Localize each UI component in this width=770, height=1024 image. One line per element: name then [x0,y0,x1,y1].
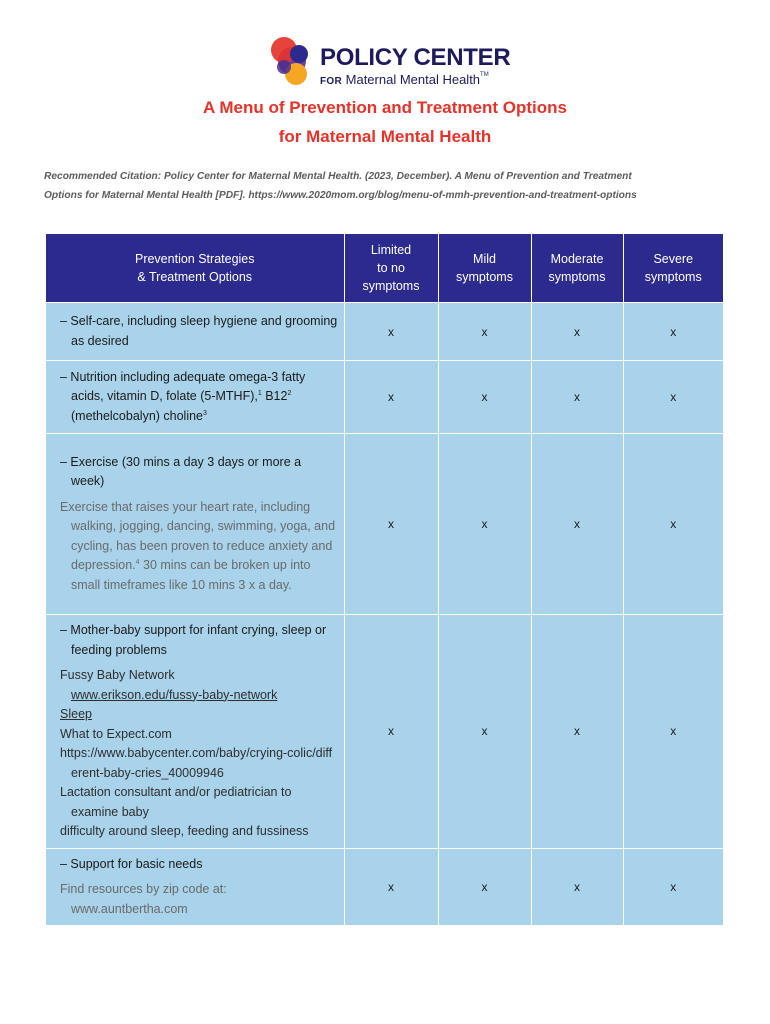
mark-cell [531,434,623,615]
option-text [60,368,338,427]
option-detail [60,498,338,596]
mark-cell [623,361,723,434]
option-text: – Mother-baby support for infant crying, sleep or feeding problems [60,623,327,657]
header-limited-line-3: symptoms [362,279,420,293]
footnote-1: 1 [257,390,262,398]
recommended-citation [44,167,734,205]
table-header-row [46,234,723,303]
table-row [46,361,723,434]
header-options-line-2: & Treatment Options [137,270,253,284]
check-mark: x [481,390,488,404]
mark-cell [531,848,623,925]
option-self-care [46,303,344,361]
mark-cell [344,361,438,434]
header-severe-line-1: Severe [653,252,694,266]
check-mark: x [388,324,394,339]
check-mark: x [481,324,488,339]
mark-cell [344,434,438,615]
option-exercise [46,434,344,615]
nutrition-text-a: – Nutrition including adequate omega-3 fatty acids, vitamin D, folate (5-MTHF), [60,369,306,404]
footnote-3: 3 [203,409,207,417]
difficulty-note: difficulty around sleep, feeding and fussiness [60,824,309,838]
table-row [46,303,723,361]
exercise-detail-b: 30 mins can be broken up into small timeframes like 10 mins 3 x a day. [71,558,311,592]
what-to-expect: What to Expect.com [60,726,172,741]
nutrition-text-b: B12 [261,389,288,404]
check-mark: x [670,517,677,531]
header-severe [623,234,723,303]
check-mark: x [388,879,394,894]
mark-cell [438,848,531,925]
header-limited-line-1: Limited [370,243,412,257]
footnote-2: 2 [287,390,292,398]
check-mark: x [388,517,394,531]
header-limited [344,234,438,303]
check-mark: x [670,390,677,404]
check-mark: x [574,517,580,531]
option-mother-baby-support [46,615,344,849]
logo-trademark: TM [480,72,489,78]
mark-cell [344,848,438,925]
check-mark: x [670,879,677,894]
header-mild [438,234,531,303]
logo-for: FOR [320,76,343,87]
mark-cell [531,615,623,849]
check-mark: x [574,879,580,894]
nutrition-text-c: (methelcobalyn) choline [71,408,204,423]
header-options-line-1: Prevention Strategies [134,252,255,266]
page-title-line-2: for Maternal Mental Health [278,127,492,146]
citation-line-1: Recommended Citation: Policy Center for Maternal Mental Health. (2023, December). A Menu of Prevention and Treatment [44,171,632,182]
header-mild-line-1: Mild [473,252,496,266]
option-text: – Self-care, including sleep hygiene and grooming as desired [60,314,338,348]
page-title-line-1: A Menu of Prevention and Treatment Options [203,98,567,117]
check-mark: x [574,390,580,404]
option-text: – Exercise (30 mins a day 3 days or more a week) [60,454,302,489]
logo-subtitle-text: Maternal Mental Health [345,72,481,87]
header-mild-line-2: symptoms [456,270,513,284]
mark-cell [438,303,531,361]
header-options [46,234,344,303]
header-limited-line-2: to no [377,261,405,275]
mark-cell [623,303,723,361]
footnote-4: 4 [135,559,140,567]
exercise-detail-a: Exercise that raises your heart rate, including walking, jogging, dancing, swimming, yoga, and cycling, has been proven to reduce anxiety and depression. [60,499,336,573]
check-mark: x [388,390,394,404]
header-severe-line-2: symptoms [644,270,702,284]
option-detail: Find resources by zip code at: www.auntbertha.com [60,882,227,916]
mark-cell [438,434,531,615]
fussy-baby-network: Fussy Baby Network [60,668,175,682]
mark-cell [623,434,723,615]
mark-cell [344,615,438,849]
check-mark: x [574,724,580,739]
mark-cell [623,615,723,849]
babycenter-link[interactable]: https://www.babycenter.com/baby/crying-colic/different-baby-cries_40009946 [60,746,333,780]
table-row [46,434,723,615]
header-moderate-line-1: Moderate [550,252,604,266]
mark-cell [531,361,623,434]
logo-subtitle [320,72,489,87]
check-mark: x [481,724,488,739]
citation-line-2: Options for Maternal Mental Health [PDF]. https://www.2020mom.org/blog/menu-of-mmh-prevention-and-treatment-options [44,190,637,201]
check-mark: x [574,324,580,339]
check-mark: x [481,517,488,531]
mark-cell [438,615,531,849]
fussy-baby-link[interactable]: www.erikson.edu/fussy-baby-network [71,687,278,702]
prevention-treatment-table [46,234,723,925]
mark-cell [344,303,438,361]
policy-center-logo [262,34,522,88]
check-mark: x [670,724,677,739]
table-row [46,848,723,925]
check-mark: x [670,324,677,339]
option-text: – Support for basic needs [60,856,203,871]
table-row [46,615,723,849]
mark-cell [438,361,531,434]
option-detail [60,666,338,842]
check-mark: x [481,879,488,894]
lactation-consultant: Lactation consultant and/or pediatrician to examine baby [60,785,292,819]
check-mark: x [388,724,394,739]
sleep-link[interactable]: Sleep [60,707,92,721]
mark-cell [623,848,723,925]
logo-title: POLICY CENTER [320,44,511,71]
option-basic-needs [46,848,344,925]
option-nutrition [46,361,344,434]
header-moderate [531,234,623,303]
header-moderate-line-2: symptoms [548,270,606,284]
mark-cell [531,303,623,361]
logo-mark-icon [262,34,316,88]
